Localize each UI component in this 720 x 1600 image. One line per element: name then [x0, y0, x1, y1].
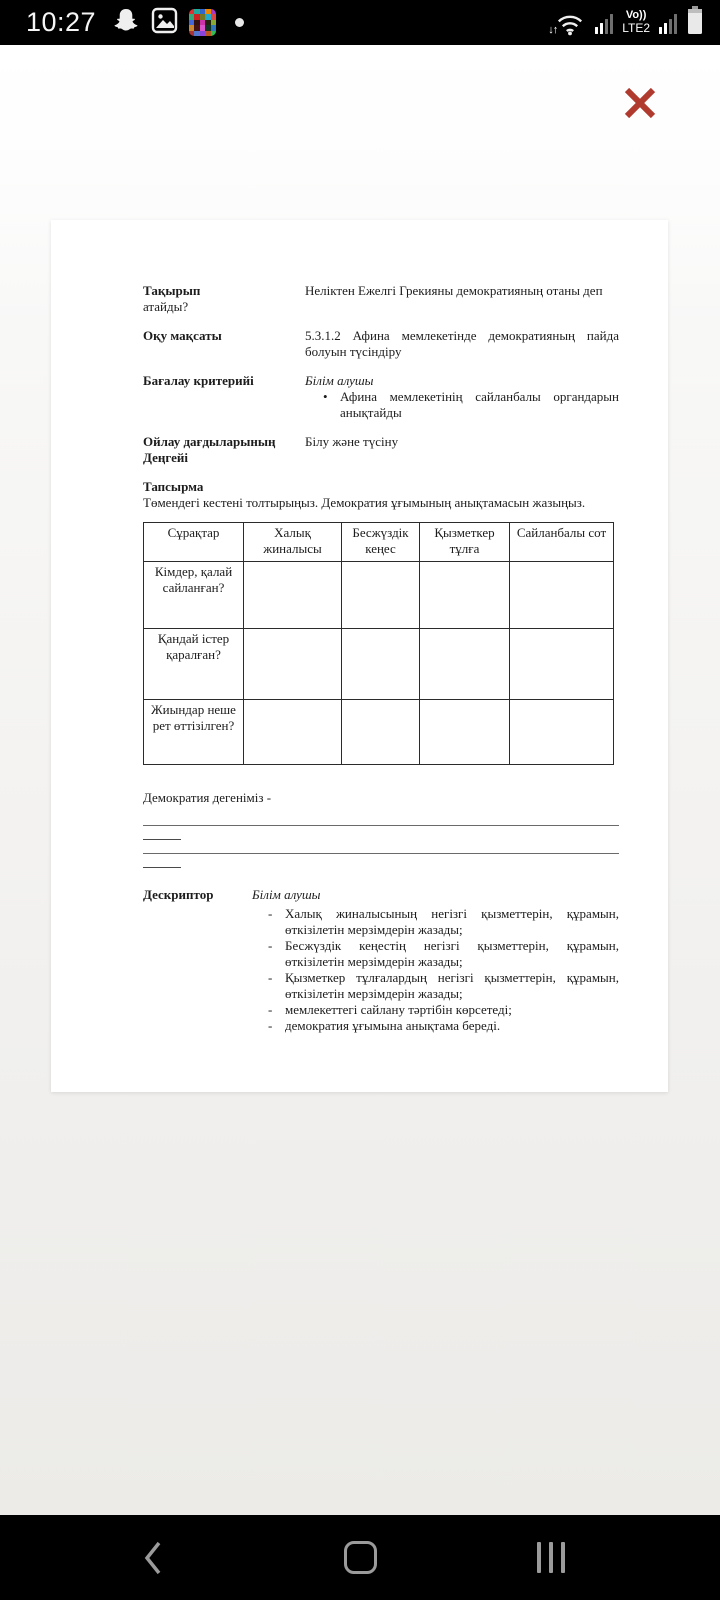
thinking-skills-label: Ойлау дағдыларының Деңгейі: [143, 434, 276, 465]
criteria-value: [305, 373, 619, 421]
task-heading: Тапсырма: [143, 479, 204, 494]
table-header-cell: Бесжүздік кеңес: [342, 523, 420, 562]
status-bar: [0, 0, 720, 45]
row-question-cell: Кімдер, қалай сайланған?: [144, 562, 244, 629]
descriptor-item: - Бесжүздік кеңестің негізгі қызметтерін, құрамын, өткізілетін мерзімдерін жазады;: [268, 938, 619, 969]
notification-dot-icon: [235, 18, 244, 27]
empty-cell: [510, 700, 614, 765]
document-viewer: [0, 45, 720, 1515]
dash-marker: -: [268, 970, 273, 985]
thinking-skills-row: [143, 434, 619, 466]
table-header-cell: Қызметкер тұлға: [420, 523, 510, 562]
worksheet-page: [51, 220, 668, 1092]
wifi-traffic-arrows: ↓↑: [548, 23, 558, 36]
recents-button[interactable]: [508, 1515, 593, 1600]
table-row: [144, 629, 614, 700]
gallery-icon: [151, 7, 178, 39]
definition-label: Демократия дегеніміз -: [143, 790, 272, 805]
descriptor-label: Дескриптор: [143, 887, 214, 902]
close-icon: [622, 85, 658, 121]
empty-cell: [420, 629, 510, 700]
criteria-row: [143, 373, 619, 421]
battery-icon: [686, 5, 704, 40]
back-chevron-icon: [142, 1539, 164, 1577]
home-icon: [344, 1541, 377, 1574]
blank-line-short: [143, 826, 181, 840]
criteria-bullet-item: • Афина мемлекетінің сайланбалы органдарын анықтайды: [323, 389, 619, 420]
recents-icon: [537, 1542, 565, 1573]
collage-app-icon: [189, 9, 216, 36]
fill-in-table: [143, 522, 614, 765]
clock: 10:27: [26, 7, 97, 37]
snapchat-icon: [112, 6, 140, 39]
home-button[interactable]: [318, 1515, 403, 1600]
empty-cell: [420, 562, 510, 629]
empty-cell: [342, 700, 420, 765]
empty-cell: [244, 562, 342, 629]
row-question-cell: Жиындар неше рет өттізілген?: [144, 700, 244, 765]
topic-value: Неліктен Ежелгі Грекияны демократияның отаны деп: [305, 283, 603, 298]
empty-cell: [510, 562, 614, 629]
close-button[interactable]: [622, 85, 658, 121]
table-row: [144, 700, 614, 765]
empty-cell: [244, 700, 342, 765]
topic-row: [143, 283, 619, 315]
descriptor-item: - Қызметкер тұлғалардың негізгі қызметтерін, құрамын, өткізілетін мерзімдерін жазады;: [268, 970, 619, 1001]
dash-marker: -: [268, 906, 273, 921]
objective-label: Оқу мақсаты: [143, 328, 222, 343]
table-row: [144, 562, 614, 629]
objective-row: [143, 328, 619, 360]
empty-cell: [244, 629, 342, 700]
descriptor-subtitle: Білім алушы: [252, 887, 321, 902]
wifi-icon: [548, 10, 586, 36]
task-instruction: Төмендегі кестені толтырыңыз. Демократия ұғымының анықтамасын жазыңыз.: [143, 495, 586, 510]
table-header-cell: Сұрақтар: [144, 523, 244, 562]
table-header-row: [144, 523, 614, 562]
back-button[interactable]: [110, 1515, 195, 1600]
empty-cell: [510, 629, 614, 700]
topic-label: Тақырып атайды?: [143, 283, 201, 314]
signal-bars-icon: [595, 12, 613, 34]
descriptor-section: [143, 887, 619, 1034]
table-header-cell: Сайланбалы сот: [510, 523, 614, 562]
thinking-skills-value: Білу және түсіну: [305, 434, 399, 449]
row-question-cell: Қандай істер қаралған?: [144, 629, 244, 700]
blank-line-short: [143, 854, 181, 868]
signal-bars-2-icon: [659, 12, 677, 34]
volte-lte-indicator: Vo)) LTE2: [622, 9, 650, 35]
descriptor-item: - демократия ұғымына анықтама береді.: [268, 1018, 501, 1033]
descriptor-item: - Халық жиналысының негізгі қызметтерін, құрамын, өткізілетін мерзімдерін жазады;: [268, 906, 619, 937]
android-nav-bar: [0, 1515, 720, 1600]
blank-line: [143, 840, 619, 854]
objective-value: 5.3.1.2 Афина мемлекетінде демократияның пайда болуын түсіндіру: [305, 328, 619, 359]
empty-cell: [342, 629, 420, 700]
dash-marker: -: [268, 1002, 273, 1017]
blank-line: [143, 812, 619, 826]
dash-marker: -: [268, 938, 273, 953]
dash-marker: -: [268, 1018, 273, 1033]
criteria-label: Бағалау критерийі: [143, 373, 254, 388]
criteria-subtitle: Білім алушы: [305, 373, 374, 388]
empty-cell: [420, 700, 510, 765]
empty-cell: [342, 562, 420, 629]
table-header-cell: Халық жиналысы: [244, 523, 342, 562]
bullet-marker: •: [323, 389, 328, 404]
descriptor-item: - мемлекеттегі сайлану тәртібін көрсетеді;: [268, 1002, 512, 1017]
